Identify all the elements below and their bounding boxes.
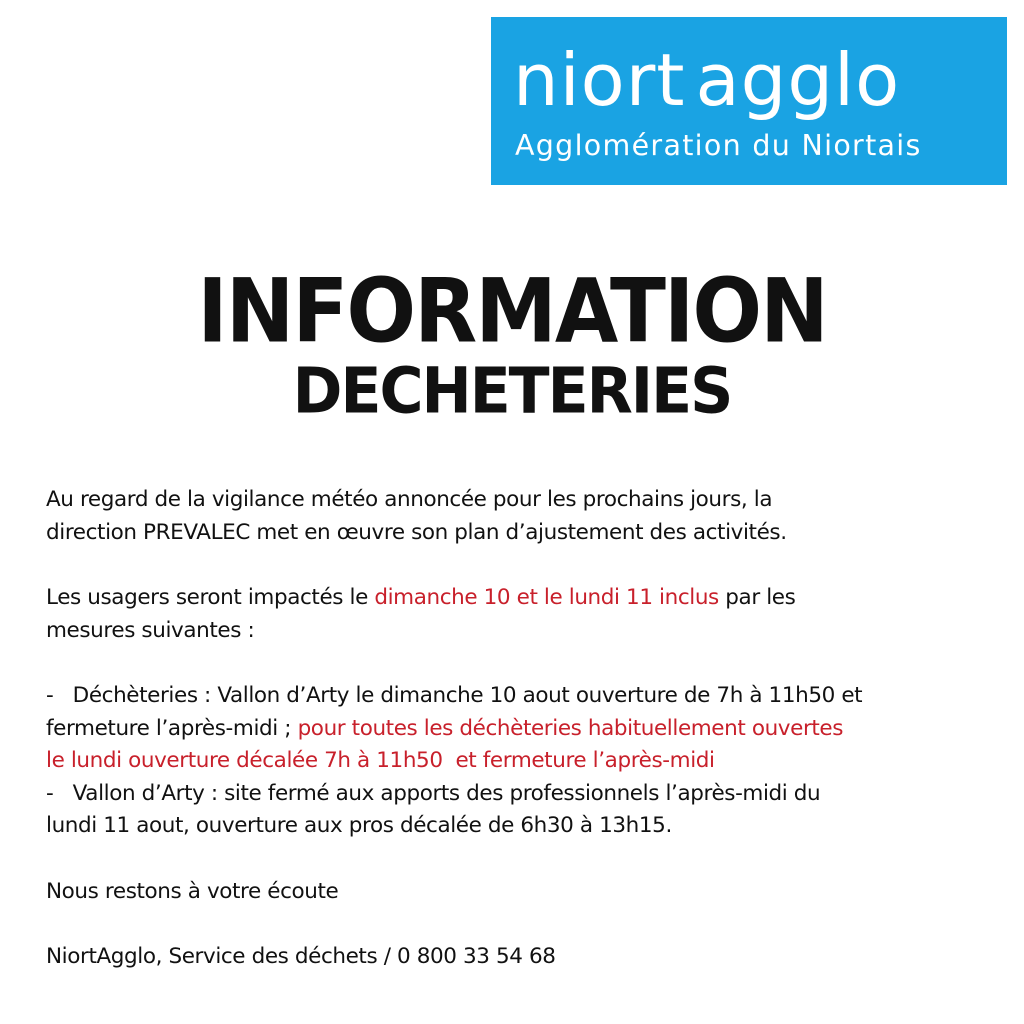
heading bbox=[0, 260, 1024, 429]
bullet-1-line-1: - Déchèteries : Vallon d’Arty le dimanche 10 aout ouverture de 7h à 11h50 et bbox=[46, 683, 863, 708]
announcement-body bbox=[46, 484, 1006, 974]
page-subtitle: DECHETERIES bbox=[292, 354, 732, 429]
niortagglo-logo bbox=[491, 17, 1007, 185]
bullet-1-line-2 bbox=[46, 713, 1006, 746]
intro-line-2: direction PREVALEC met en œuvre son plan d’ajustement des activités. bbox=[46, 519, 787, 545]
logo-tagline: Agglomération du Niortais bbox=[515, 129, 922, 162]
closing-line: Nous restons à votre écoute bbox=[46, 878, 339, 904]
bullet-1-line-3: le lundi ouverture décalée 7h à 11h50 et fermeture l’après-midi bbox=[46, 748, 715, 773]
bullet-2-line-2: lundi 11 aout, ouverture aux pros décalée de 6h30 à 13h15. bbox=[46, 813, 672, 838]
contact-line: NiortAgglo, Service des déchets / 0 800 33 54 68 bbox=[46, 944, 556, 969]
bullet-1-highlight-text: pour toutes les déchèteries habituellement ouvertes bbox=[297, 715, 844, 741]
impact-text-before: Les usagers seront impactés le bbox=[46, 585, 375, 610]
bullet-2-line-1: - Vallon d’Arty : site fermé aux apports des professionnels l’après-midi du bbox=[46, 780, 821, 806]
impact-dates-highlight: dimanche 10 et le lundi 11 inclus bbox=[374, 585, 719, 610]
page-title: INFORMATION bbox=[197, 260, 827, 364]
intro-line-1: Au regard de la vigilance météo annoncée pour les prochains jours, la bbox=[46, 487, 773, 512]
svg-text:niortagglo bbox=[513, 38, 900, 122]
impact-text-after: par les bbox=[718, 585, 796, 610]
impact-line-1 bbox=[46, 582, 1006, 615]
impact-line-2: mesures suivantes : bbox=[46, 617, 255, 643]
logo-brand-niort: niort bbox=[513, 38, 686, 122]
logo-brand-agglo: agglo bbox=[695, 38, 901, 122]
bullet-1-normal-text: fermeture l’après-midi ; bbox=[46, 715, 298, 741]
